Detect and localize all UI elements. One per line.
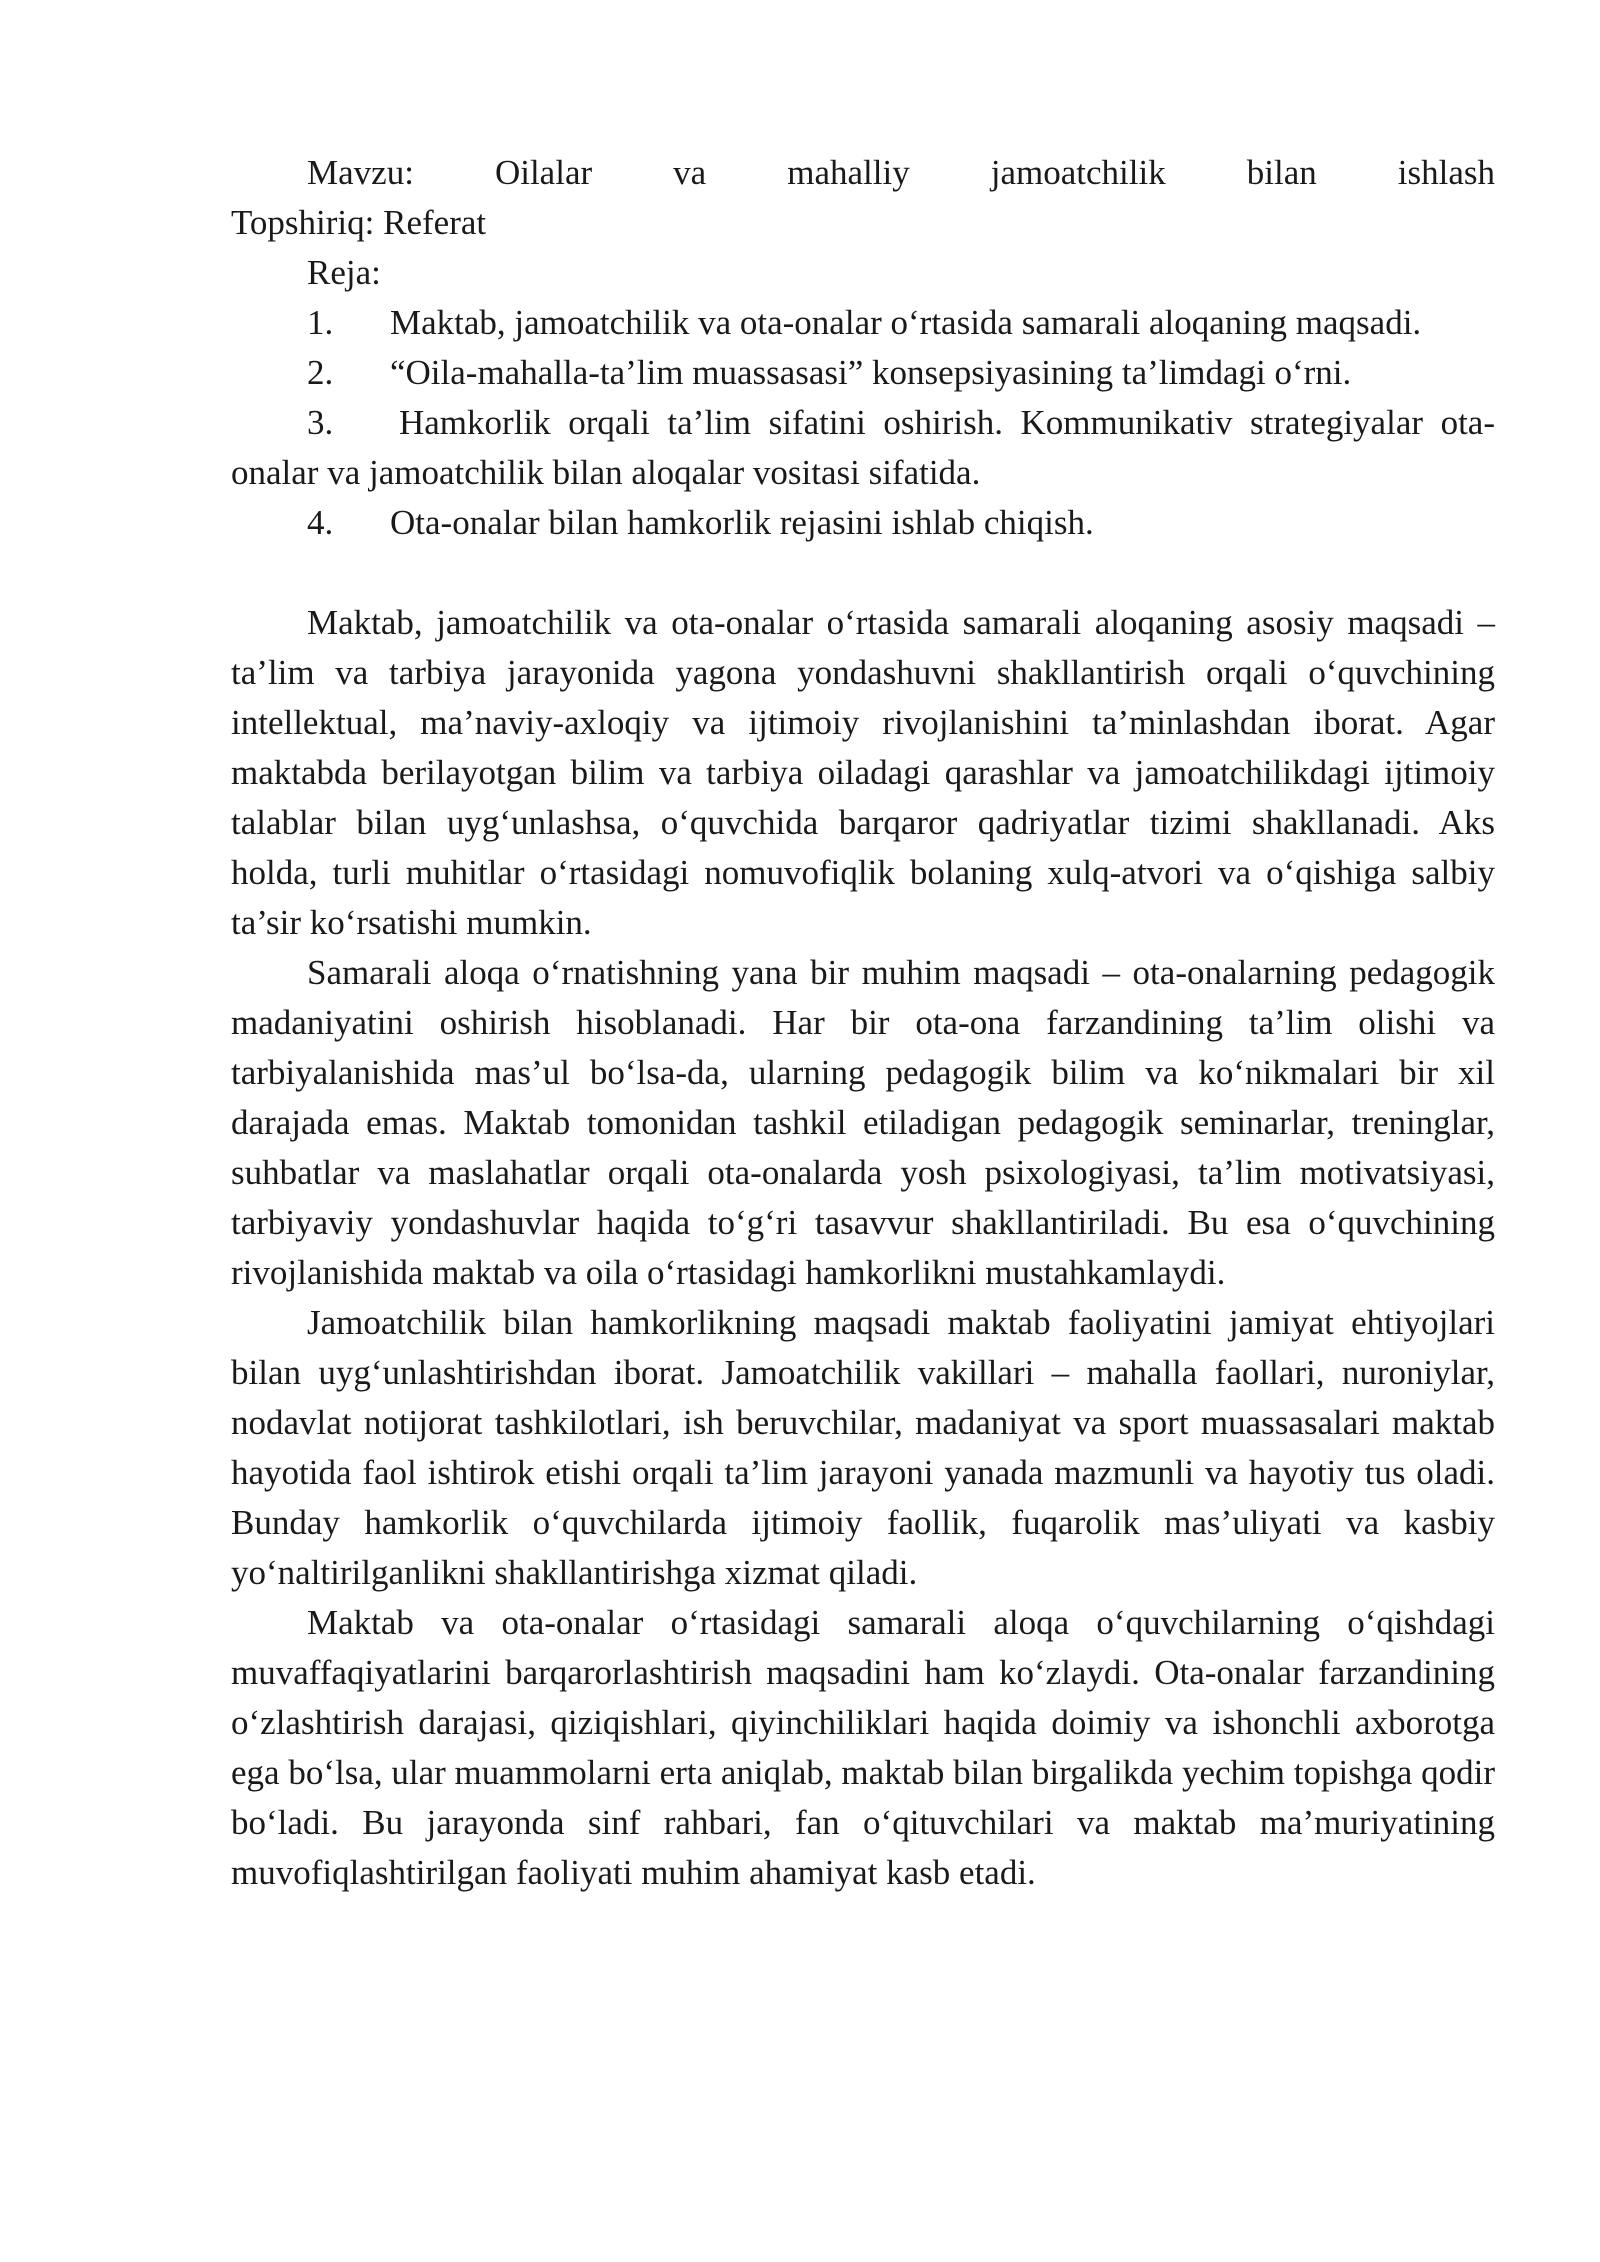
plan-item-text: Hamkorlik orqali ta’lim sifatini oshirish. Kommunikativ strategiyalar ota-onalar va jamoatchilik bilan aloqalar vositasi sifatida. xyxy=(231,403,1495,492)
topic-line: Mavzu: Oilalar va mahalliy jamoatchilik bilan ishlash xyxy=(307,153,1495,192)
plan-label: Reja: xyxy=(307,253,381,292)
plan-item-number: 2. xyxy=(307,353,334,392)
plan-item-4 xyxy=(231,498,1495,548)
plan-item-number: 1. xyxy=(307,303,334,342)
body-paragraph-4: Maktab va ota-onalar o‘rtasidagi samarali aloqa o‘quvchilarning o‘qishdagi muvaffaqiyatlarini barqarorlashtirish maqsadini ham ko‘zlaydi. Ota-onalar farzandining o‘zlashtirish darajasi, qiziqishlari, qiyinchiliklari haqida doimiy va ishonchli axborotga ega bo‘lsa, ular muammolarni erta aniqlab, maktab bilan birgalikda yechim topishga qodir bo‘ladi. Bu jarayonda sinf rahbari, fan o‘qituvchilari va maktab ma’muriyatining muvofiqlashtirilgan faoliyati muhim ahamiyat kasb etadi. xyxy=(231,1603,1495,1892)
plan-item-text: Maktab, jamoatchilik va ota-onalar o‘rtasida samarali aloqaning maqsadi. xyxy=(390,303,1422,342)
plan-item-text: “Oila-mahalla-ta’lim muassasasi” konsepsiyasining ta’limdagi o‘rni. xyxy=(390,353,1352,392)
body-paragraph-1: Maktab, jamoatchilik va ota-onalar o‘rtasida samarali aloqaning asosiy maqsadi – ta’lim va tarbiya jarayonida yagona yondashuvni shakllantirish orqali o‘quvchining intellektual, ma’naviy-axloqiy va ijtimoiy rivojlanishini ta’minlashdan iborat. Agar maktabda berilayotgan bilim va tarbiya oiladagi qarashlar va jamoatchilikdagi ijtimoiy talablar bilan uyg‘unlashsa, o‘quvchida barqaror qadriyatlar tizimi shakllanadi. Aks holda, turli muhitlar o‘rtasidagi nomuvofiqlik bolaning xulq-atvori va o‘qishiga salbiy ta’sir ko‘rsatishi mumkin. xyxy=(231,603,1495,942)
body-paragraph-3: Jamoatchilik bilan hamkorlikning maqsadi maktab faoliyatini jamiyat ehtiyojlari bilan uyg‘unlashtirishdan iborat. Jamoatchilik vakillari – mahalla faollari, nuroniylar, nodavlat notijorat tashkilotlari, ish beruvchilar, madaniyat va sport muassasalari maktab hayotida faol ishtirok etishi orqali ta’lim jarayoni yanada mazmunli va hayotiy tus oladi. Bunday hamkorlik o‘quvchilarda ijtimoiy faollik, fuqarolik mas’uliyati va kasbiy yo‘naltirilganlikni shakllantirishga xizmat qiladi. xyxy=(231,1303,1495,1592)
plan-item-1 xyxy=(231,298,1495,348)
assignment-line: Topshiriq: Referat xyxy=(231,203,487,242)
body-paragraph-2: Samarali aloqa o‘rnatishning yana bir muhim maqsadi – ota-onalarning pedagogik madaniyatini oshirish hisoblanadi. Har bir ota-ona farzandining ta’lim olishi va tarbiyalanishida mas’ul bo‘lsa-da, ularning pedagogik bilim va ko‘nikmalari bir xil darajada emas. Maktab tomonidan tashkil etiladigan pedagogik seminarlar, treninglar, suhbatlar va maslahatlar orqali ota-onalarda yosh psixologiyasi, ta’lim motivatsiyasi, tarbiyaviy yondashuvlar haqida to‘g‘ri tasavvur shakllantiriladi. Bu esa o‘quvchining rivojlanishida maktab va oila o‘rtasidagi hamkorlikni mustahkamlaydi. xyxy=(231,953,1495,1292)
section-spacer xyxy=(231,548,1495,598)
plan-item-text: Ota-onalar bilan hamkorlik rejasini ishlab chiqish. xyxy=(390,503,1094,542)
plan-item-2 xyxy=(231,348,1495,398)
document-body xyxy=(231,148,1495,1898)
plan-item-number: 4. xyxy=(307,503,334,542)
plan-item-3 xyxy=(231,398,1495,498)
plan-item-number: 3. xyxy=(307,403,334,442)
